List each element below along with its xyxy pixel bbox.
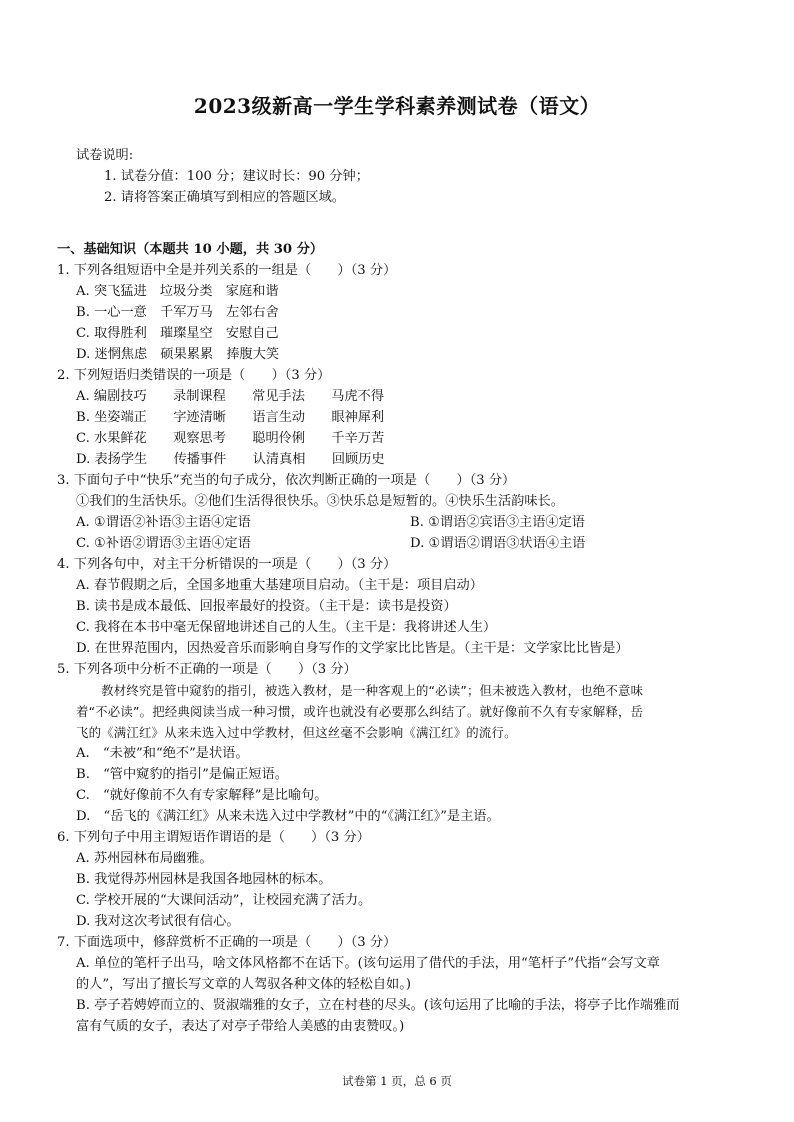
question-7-stem: 7. 下面选项中，修辞赏析不正确的一项是（ ）（3 分） <box>57 935 397 950</box>
question-6-option-d: D. 我对这次考试很有信心。 <box>76 914 240 929</box>
question-1-option-a: A. 突飞猛进 垃圾分类 家庭和谐 <box>76 284 279 299</box>
question-1-option-d: D. 迷惘焦虑 硕果累累 捧腹大笑 <box>76 347 280 362</box>
question-5-passage-line-2: 着“不必读”。把经典阅读当成一种习惯，或许也就没有必要那么纠结了。就好像前不久有专家解释，岳 <box>76 704 644 719</box>
question-2-option-a: A. 编剧技巧 录制课程 常见手法 马虎不得 <box>76 389 385 404</box>
question-1-option-b: B. 一心一意 千军万马 左邻右舍 <box>76 305 279 320</box>
question-3-option-d: D. ①谓语②谓语③状语④主语 <box>410 536 586 551</box>
question-2-stem: 2. 下列短语归类错误的一项是（ ）（3 分） <box>57 368 331 383</box>
question-3-option-c: C. ①补语②谓语③主语④定语 <box>76 536 251 551</box>
question-6-option-a: A. 苏州园林布局幽雅。 <box>76 851 213 866</box>
question-7-option-b-line-1: B. 亭子若娉婷而立的、贤淑端雅的女子，立在村巷的尽头。(该句运用了比喻的手法，将亭子比作端雅而 <box>76 998 680 1013</box>
question-5-option-d: D. “岳飞的《满江红》从来未选入过中学教材”中的“《满江红》”是主语。 <box>76 809 500 824</box>
question-7-option-a-line-1: A. 单位的笔杆子出马，啥文体风格都不在话下。(该句运用了借代的手法，用“笔杆子”代指“会写文章 <box>76 956 660 971</box>
question-2-option-c: C. 水果鲜花 观察思考 聪明伶俐 千辛万苦 <box>76 431 385 446</box>
page-title: 2023级新高一学生学科素养测试卷（语文） <box>193 94 601 118</box>
question-3-sentence: ①我们的生活快乐。②他们生活得很快乐。③快乐总是短暂的。④快乐生活韵味长。 <box>76 494 564 509</box>
question-5-option-c: C. “就好像前不久有专家解释”是比喻句。 <box>76 788 328 803</box>
notes-heading: 试卷说明: <box>76 148 134 163</box>
question-3-option-a: A. ①谓语②补语③主语④定语 <box>76 515 251 530</box>
question-1-option-c: C. 取得胜利 璀璨星空 安慰自己 <box>76 326 279 341</box>
section-heading: 一、基础知识（本题共 10 小题，共 30 分） <box>57 242 324 257</box>
question-5-passage-line-3: 飞的《满江红》从来未选入过中学教材，但这丝毫不会影响《满江红》的流行。 <box>76 725 517 740</box>
question-3-stem: 3. 下面句子中“快乐”充当的句子成分，依次判断正确的一项是（ ）（3 分） <box>57 473 516 488</box>
question-4-option-c: C. 我将在本书中毫无保留地讲述自己的人生。（主干是：我将讲述人生） <box>76 620 497 635</box>
question-6-stem: 6. 下列句子中用主谓短语作谓语的是（ ）（3 分） <box>57 830 370 845</box>
question-4-option-b: B. 读书是成本最低、回报率最好的投资。（主干是：读书是投资） <box>76 599 457 614</box>
question-6-option-b: B. 我觉得苏州园林是我国各地园林的标本。 <box>76 872 332 887</box>
question-4-option-a: A. 春节假期之后，全国多地重大基建项目启动。（主干是：项目启动） <box>76 578 483 593</box>
question-2-option-b: B. 坐姿端正 字迹清晰 语言生动 眼神犀利 <box>76 410 385 425</box>
question-5-passage-line-1: 教材终究是管中窥豹的指引，被选入教材，是一种客观上的“必读”；但未被选入教材，也绝不意味 <box>76 683 644 698</box>
question-5-stem: 5. 下列各项中分析不正确的一项是（ ）（3 分） <box>57 662 357 677</box>
question-7-option-b-line-2: 富有气质的女子，表达了对亭子带给人美感的由衷赞叹。) <box>76 1019 405 1034</box>
note-item-1: 1. 试卷分值：100 分；建议时长：90 分钟； <box>104 169 369 184</box>
question-4-stem: 4. 下列各句中，对主干分析错误的一项是（ ）（3 分） <box>57 557 397 572</box>
question-6-option-c: C. 学校开展的“大课间活动”，让校园充满了活力。 <box>76 893 372 908</box>
question-5-option-b: B. “管中窥豹的指引”是偏正短语。 <box>76 767 288 782</box>
question-3-option-b: B. ①谓语②宾语③主语④定语 <box>410 515 585 530</box>
question-5-option-a: A. “未被”和“绝不”是状语。 <box>76 746 249 761</box>
note-item-2: 2. 请将答案正确填写到相应的答题区域。 <box>104 190 345 205</box>
question-7-option-a-line-2: 的人”，写出了擅长写文章的人驾驭各种文体的轻松自如。) <box>76 977 411 992</box>
question-4-option-d: D. 在世界范围内，因热爱音乐而影响自身写作的文学家比比皆是。（主干是：文学家比比皆是） <box>76 641 629 656</box>
question-2-option-d: D. 表扬学生 传播事件 认清真相 回顾历史 <box>76 452 385 467</box>
question-1-stem: 1. 下列各组短语中全是并列关系的一组是（ ）（3 分） <box>57 263 397 278</box>
page-footer: 试卷第 1 页，总 6 页 <box>342 1074 452 1088</box>
